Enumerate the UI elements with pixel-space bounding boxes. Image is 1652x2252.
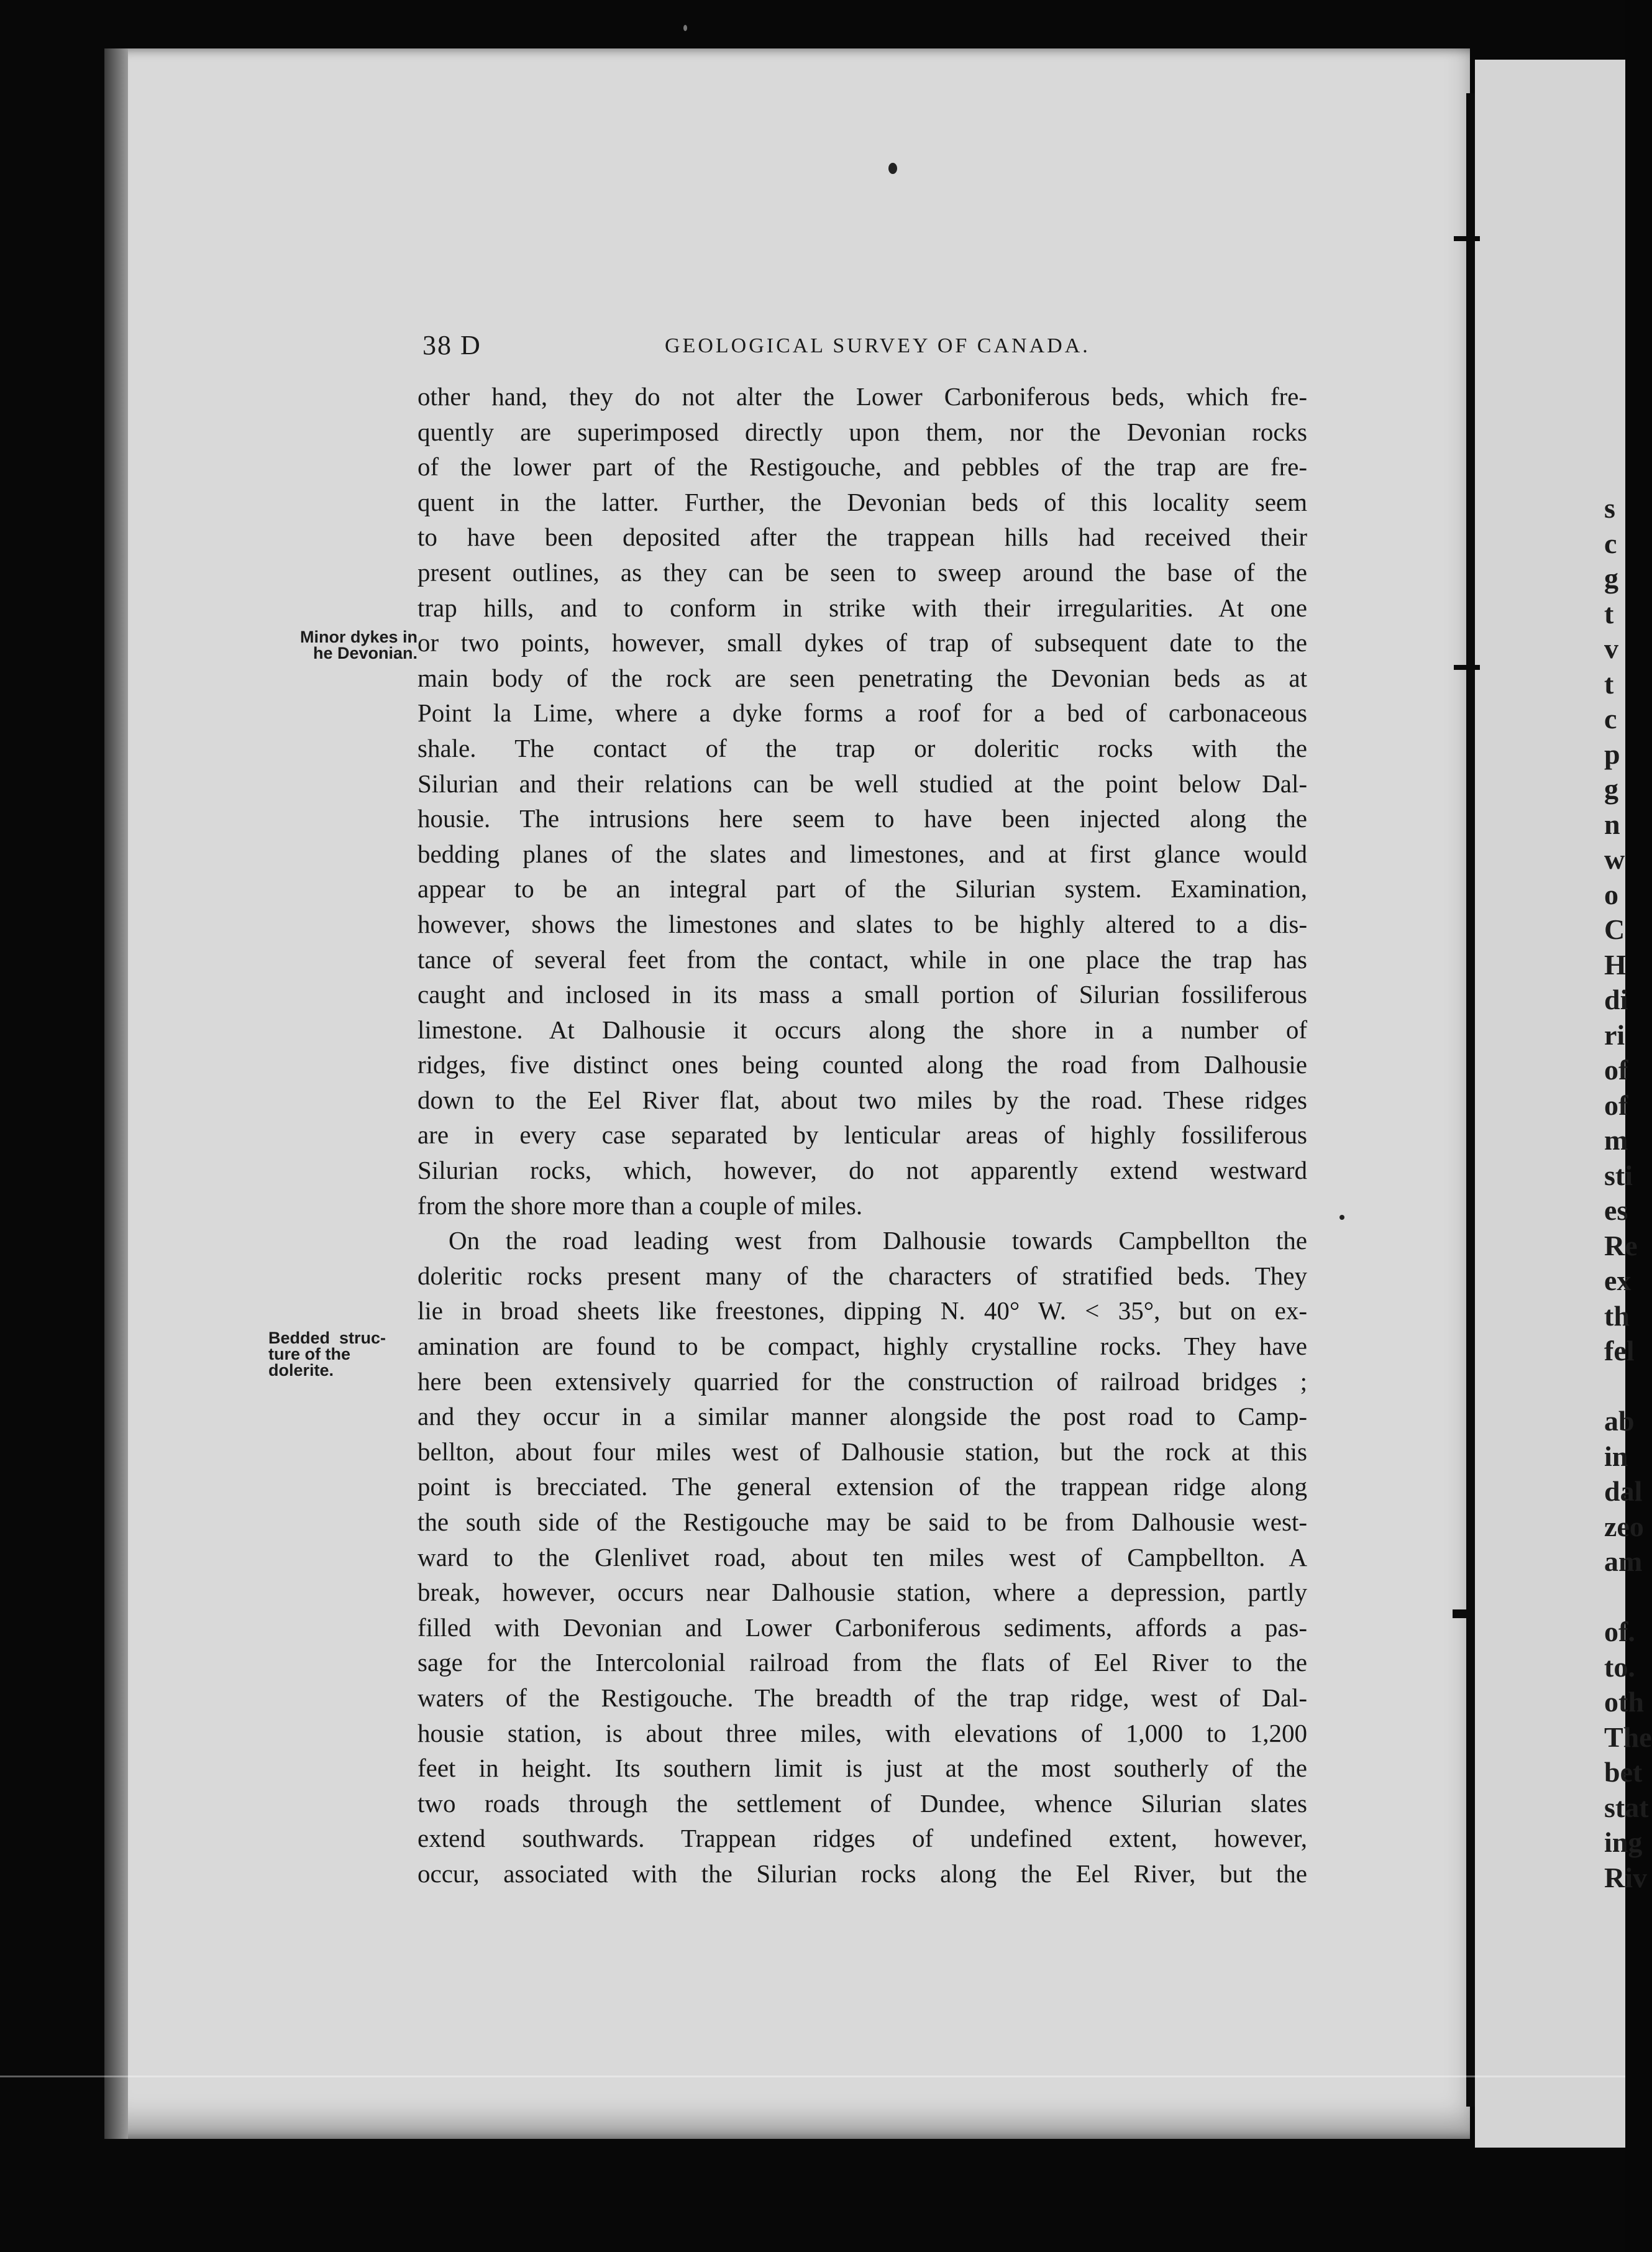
- gutter-mark: [1454, 665, 1480, 670]
- text-line: amination are found to be compact, highly crystalline rocks. They have: [418, 1332, 1307, 1361]
- text-line: Point la Lime, where a dyke forms a roof for a bed of carbonaceous: [418, 698, 1307, 728]
- text-line: quently are superimposed directly upon them, nor the Devonian rocks: [418, 417, 1307, 446]
- text-line: On the road leading west from Dalhousie towards Campbellton the: [449, 1226, 1307, 1255]
- text-line: Silurian rocks, which, however, do not apparently extend westward: [418, 1156, 1307, 1185]
- text-line: Silurian and their relations can be well studied at the point below Dal-: [418, 769, 1307, 798]
- text-line: housie station, is about three miles, with elevations of 1,000 to 1,200: [418, 1718, 1307, 1747]
- text-line: point is brecciated. The general extension of the trappean ridge along: [418, 1472, 1307, 1501]
- text-line: quent in the latter. Further, the Devonian beds of this locality seem: [418, 487, 1307, 516]
- scan-speck: [683, 25, 687, 31]
- text-line: bellton, about four miles west of Dalhousie station, but the rock at this: [418, 1437, 1307, 1466]
- text-line: two roads through the settlement of Dundee, whence Silurian slates: [418, 1788, 1307, 1818]
- text-line: trap hills, and to conform in strike with their irregularities. At one: [418, 593, 1307, 622]
- page-edge-shadow: [104, 48, 128, 2139]
- page-header: [422, 329, 1305, 367]
- text-line: here been extensively quarried for the construction of railroad bridges ;: [418, 1366, 1307, 1396]
- text-line: extend southwards. Trappean ridges of undefined extent, however,: [418, 1824, 1307, 1853]
- text-line: bedding planes of the slates and limestones, and at first glance would: [418, 839, 1307, 868]
- paragraph-2: [418, 1223, 1307, 1891]
- text-line: waters of the Restigouche. The breadth of the trap ridge, west of Dal-: [418, 1683, 1307, 1712]
- text-line: ward to the Glenlivet road, about ten miles west of Campbellton. A: [418, 1542, 1307, 1572]
- scan-speck: [1339, 1215, 1344, 1220]
- text-line: main body of the rock are seen penetrating the Devonian beds as at: [418, 663, 1307, 692]
- text-line: the south side of the Restigouche may be said to be from Dalhousie west-: [418, 1508, 1307, 1536]
- text-line: sage for the Intercolonial railroad from the flats of Eel River to the: [418, 1648, 1307, 1677]
- sidenote-bedded-structure: Bedded struc- ture of the dolerite.: [268, 1329, 386, 1380]
- gutter-mark: [1453, 1609, 1466, 1618]
- text-line: ridges, five distinct ones being counted along the road from Dalhousie: [418, 1050, 1307, 1079]
- book-gutter: [1466, 93, 1475, 2107]
- text-line: down to the Eel River flat, about two miles by the road. These ridges: [418, 1085, 1307, 1114]
- scan-speck: [888, 163, 897, 174]
- text-line: lie in broad sheets like freestones, dipping N. 40° W. < 35°, but on ex-: [418, 1296, 1307, 1325]
- text-line: appear to be an integral part of the Silurian system. Examination,: [418, 874, 1307, 904]
- text-line: occur, associated with the Silurian rocks along the Eel River, but the: [418, 1859, 1307, 1888]
- text-line: present outlines, as they can be seen to sweep around the base of the: [418, 557, 1307, 587]
- facing-page-text-edge: s c g t v t c p g n w o C H di ri of of m sti es Re ex th fel ab in dal zeo am of. to. oth The bet stat ing Riv: [1604, 492, 1652, 1893]
- text-line: other hand, they do not alter the Lower Carboniferous beds, which fre-: [418, 382, 1307, 411]
- text-line: to have been deposited after the trappean hills had received their: [418, 523, 1307, 552]
- text-line: feet in height. Its southern limit is just at the most southerly of the: [418, 1754, 1307, 1783]
- text-line: are in every case separated by lenticular areas of highly fossiliferous: [418, 1120, 1307, 1150]
- gutter-mark: [1454, 236, 1480, 241]
- page-number: 38 D: [422, 330, 481, 360]
- text-line: however, shows the limestones and slates to be highly altered to a dis-: [418, 909, 1307, 938]
- text-line: shale. The contact of the trap or doleritic rocks with the: [418, 733, 1307, 762]
- running-title: GEOLOGICAL SURVEY OF CANADA.: [665, 334, 1090, 357]
- text-line: of the lower part of the Restigouche, and pebbles of the trap are fre-: [418, 452, 1307, 482]
- text-line: tance of several feet from the contact, while in one place the trap has: [418, 945, 1307, 974]
- text-line: break, however, occurs near Dalhousie station, where a depression, partly: [418, 1578, 1307, 1607]
- scan-artifact-line: [0, 2076, 1625, 2077]
- text-line: or two points, however, small dykes of trap of subsequent date to the: [418, 628, 1307, 657]
- text-line: caught and inclosed in its mass a small portion of Silurian fossiliferous: [418, 980, 1307, 1009]
- text-line: filled with Devonian and Lower Carboniferous sediments, affords a pas-: [418, 1613, 1307, 1642]
- text-line: from the shore more than a couple of miles.: [418, 1191, 863, 1220]
- text-line: limestone. At Dalhousie it occurs along the shore in a number of: [418, 1015, 1307, 1044]
- text-line: housie. The intrusions here seem to have been injected along the: [418, 804, 1307, 833]
- text-line: and they occur in a similar manner alongside the post road to Camp-: [418, 1402, 1307, 1431]
- sidenote-minor-dykes: Minor dykes in he Devonian.: [299, 628, 418, 662]
- body-text: [418, 379, 1307, 1892]
- text-line: doleritic rocks present many of the characters of stratified beds. They: [418, 1261, 1307, 1290]
- paragraph-1: [418, 379, 1307, 1223]
